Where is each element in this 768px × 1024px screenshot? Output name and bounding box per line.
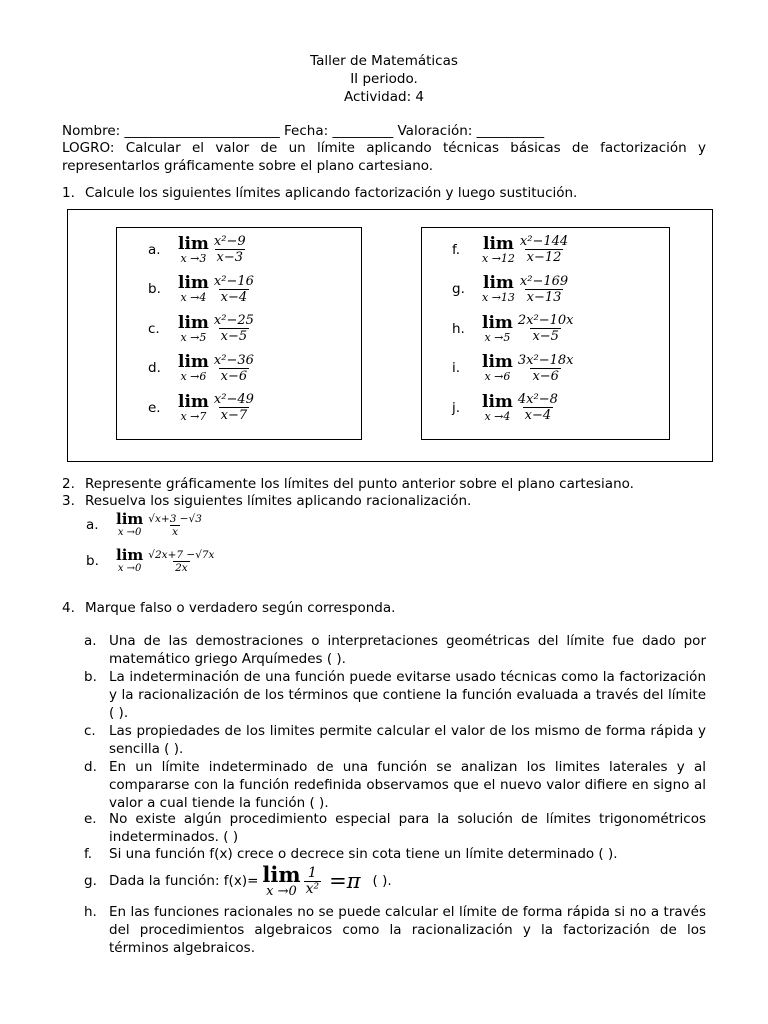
- limit-letter: c.: [148, 320, 160, 337]
- limit-letter: d.: [148, 360, 161, 376]
- fraction: [516, 353, 576, 384]
- limit-operator: [116, 512, 143, 538]
- numerator: 1: [307, 864, 317, 881]
- fraction: [212, 353, 256, 384]
- statement-g-prefix: Dada la función: f(x)=: [109, 873, 259, 889]
- numerator: x²−36: [213, 352, 254, 368]
- fraction: [212, 313, 256, 344]
- question-text: Represente gráficamente los límites del punto anterior sobre el plano cartesiano.: [85, 476, 634, 492]
- limit-subscript: x →6: [484, 370, 511, 383]
- limit-expression: [86, 512, 204, 538]
- activity-label: Actividad: 4: [343, 89, 425, 105]
- statement-item: [84, 668, 706, 722]
- fraction: [518, 234, 570, 265]
- limit-word: lim: [116, 510, 144, 528]
- limit-expression: [452, 274, 570, 305]
- limit-subscript: x →0: [117, 527, 142, 538]
- limit-subscript: x →5: [484, 330, 511, 344]
- statement-text: En un límite indeterminado de una función se analizan los limites laterales y al compararse con la función redefinida observamos que el nuevo valor difiere en signo al valor a cual tiende la función ( ).: [109, 759, 706, 811]
- denominator: x−12: [526, 250, 562, 265]
- limit-expression: [452, 234, 570, 265]
- limit-subscript: x →4: [484, 409, 511, 423]
- fraction: [516, 392, 560, 423]
- numerator: x²−16: [213, 273, 254, 289]
- denominator: x−13: [526, 289, 562, 305]
- denominator: x−4: [524, 408, 552, 423]
- fraction: [212, 234, 248, 265]
- numerator: x²−144: [519, 234, 569, 249]
- numerator: 4x²−8: [517, 392, 558, 407]
- limit-subscript: x →12: [482, 251, 515, 265]
- limit-subscript: x →6: [180, 370, 207, 383]
- limit-operator: [116, 548, 143, 574]
- answer-blank: ( ).: [372, 873, 392, 889]
- fraction: [212, 392, 256, 423]
- question-number: 2.: [62, 476, 75, 492]
- statement-letter: a.: [84, 633, 97, 649]
- statement-text: Las propiedades de los limites permite calcular el valor de los mismo de forma rápida y sencilla ( ).: [109, 723, 706, 757]
- statement-letter: f.: [84, 846, 93, 862]
- limit-word: lim: [482, 312, 513, 333]
- limit-letter: a.: [86, 517, 99, 533]
- denominator: x−6: [532, 368, 559, 384]
- limit-expression: [148, 392, 256, 423]
- limit-operator: [482, 312, 513, 344]
- statement-g: [84, 864, 706, 898]
- statement-text: Una de las demostraciones o interpretaciones geométricas del límite fue dado por matemático griego Arquímedes ( ).: [109, 633, 706, 667]
- limit-operator: [178, 391, 209, 423]
- learning-goal: LOGRO: Calcular el valor de un límite aplicando técnicas básicas de factorización y representarlos gráficamente sobre el plano cartesiano.: [62, 140, 706, 174]
- limit-letter: j.: [452, 399, 461, 416]
- limit-word: lim: [178, 312, 209, 333]
- statement-text: No existe algún procedimiento especial para la solución de límites trigonométricos indeterminados. ( ): [109, 811, 706, 845]
- limit-word: lim: [483, 233, 514, 254]
- limit-expression: [86, 548, 216, 574]
- limit-word: lim: [178, 391, 209, 412]
- statement-letter: g.: [84, 873, 97, 889]
- limit-expression: [452, 313, 576, 344]
- question-2: [62, 475, 712, 493]
- limit-word: lim: [178, 352, 209, 372]
- statement-item: [84, 632, 706, 668]
- limit-letter: i.: [452, 360, 461, 376]
- limit-letter: h.: [452, 320, 465, 337]
- limit-operator: [482, 391, 513, 423]
- worksheet-title: Taller de Matemáticas: [310, 53, 458, 69]
- limit-subscript: x →5: [180, 330, 207, 344]
- statement-item: [84, 810, 706, 846]
- denominator: x−3: [216, 250, 244, 265]
- statement-letter: b.: [84, 669, 97, 685]
- statement-item: [84, 758, 706, 812]
- limit-operator: [482, 275, 515, 303]
- statement-letter: h.: [84, 904, 97, 920]
- fraction: [146, 513, 204, 538]
- fraction: [304, 866, 322, 897]
- statement-item: [84, 845, 706, 863]
- limit-word: lim: [178, 273, 209, 293]
- numerator: 2x²−10x: [517, 313, 574, 328]
- limit-operator: [178, 312, 209, 344]
- limit-word: lim: [483, 273, 514, 293]
- limit-operator: [482, 354, 513, 382]
- statement-letter: c.: [84, 723, 96, 739]
- limit-subscript: x →4: [180, 291, 207, 304]
- statement-text: En las funciones racionales no se puede calcular el límite de forma rápida si no a través del procedimientos algebraicos como la racionalización y la factorización de los términos algebraicos.: [109, 904, 706, 956]
- statement-letter: d.: [84, 759, 97, 775]
- limit-letter: b.: [148, 281, 161, 297]
- limit-expression: [452, 392, 560, 423]
- numerator: x²−25: [213, 313, 254, 328]
- question-text: Resuelva los siguientes límites aplicando racionalización.: [85, 493, 472, 509]
- limit-expression: [148, 274, 256, 305]
- fraction: [212, 274, 256, 305]
- numerator: √x+3 −√3: [148, 512, 202, 525]
- statement-text: Si una función f(x) crece o decrece sin cota tiene un límite determinado ( ).: [109, 846, 618, 862]
- limit-subscript: x →13: [482, 291, 515, 304]
- denominator: x−7: [220, 408, 248, 423]
- numerator: x²−49: [213, 392, 254, 407]
- limit-operator: [482, 233, 515, 265]
- question-1: [62, 184, 712, 202]
- student-info-line: Nombre: _______________________ Fecha: _________ Valoración: __________: [62, 123, 545, 139]
- limit-word: lim: [262, 862, 301, 887]
- statement-item: [84, 722, 706, 758]
- limit-operator: [178, 233, 209, 265]
- denominator: x²: [305, 880, 320, 897]
- limit-operator: [262, 864, 300, 898]
- limit-letter: a.: [148, 241, 161, 258]
- question-text: Marque falso o verdadero según corresponda.: [85, 600, 396, 616]
- period-label: II periodo.: [350, 71, 418, 87]
- denominator: x−6: [220, 368, 248, 384]
- limit-subscript: x →0: [117, 563, 142, 574]
- limit-subscript: x →3: [180, 251, 207, 265]
- limit-word: lim: [482, 352, 513, 372]
- limit-operator: [178, 275, 209, 303]
- limit-expression: [148, 234, 248, 265]
- limit-word: lim: [482, 391, 513, 412]
- limit-letter: f.: [452, 241, 461, 258]
- question-4: [62, 599, 712, 617]
- question-number: 4.: [62, 600, 75, 616]
- limit-expression: [148, 353, 256, 384]
- limit-letter: e.: [148, 399, 161, 416]
- limit-word: lim: [178, 233, 209, 254]
- limit-letter: g.: [452, 281, 465, 297]
- numerator: √2x+7 −√7x: [148, 548, 215, 561]
- limit-operator: [178, 354, 209, 382]
- question-number: 3.: [62, 493, 75, 509]
- fraction: [518, 274, 570, 305]
- statement-text: La indeterminación de una función puede evitarse usado técnicas como la factorización y la racionalización de los términos que contiene la función evaluada a través del límite ( ).: [109, 669, 706, 721]
- denominator: x−5: [532, 329, 559, 344]
- numerator: 3x²−18x: [517, 352, 574, 368]
- numerator: x²−9: [213, 234, 246, 249]
- limit-word: lim: [116, 546, 144, 564]
- denominator: x: [172, 525, 179, 538]
- question-3: [62, 492, 712, 510]
- limit-letter: b.: [86, 553, 99, 569]
- denominator: x−5: [220, 329, 248, 344]
- limit-subscript: x →7: [180, 409, 207, 423]
- limit-subscript: x →0: [266, 884, 297, 899]
- statement-h: [84, 903, 706, 957]
- fraction: [146, 549, 216, 574]
- question-text: Calcule los siguientes límites aplicando factorización y luego sustitución.: [85, 185, 578, 201]
- fraction: [516, 313, 576, 344]
- equals-pi: =π: [329, 869, 361, 893]
- question-number: 1.: [62, 185, 75, 201]
- limit-expression: [148, 313, 256, 344]
- denominator: x−4: [220, 289, 248, 305]
- numerator: x²−169: [519, 273, 569, 289]
- limit-expression: [452, 353, 576, 384]
- denominator: 2x: [175, 561, 188, 574]
- statement-letter: e.: [84, 811, 97, 827]
